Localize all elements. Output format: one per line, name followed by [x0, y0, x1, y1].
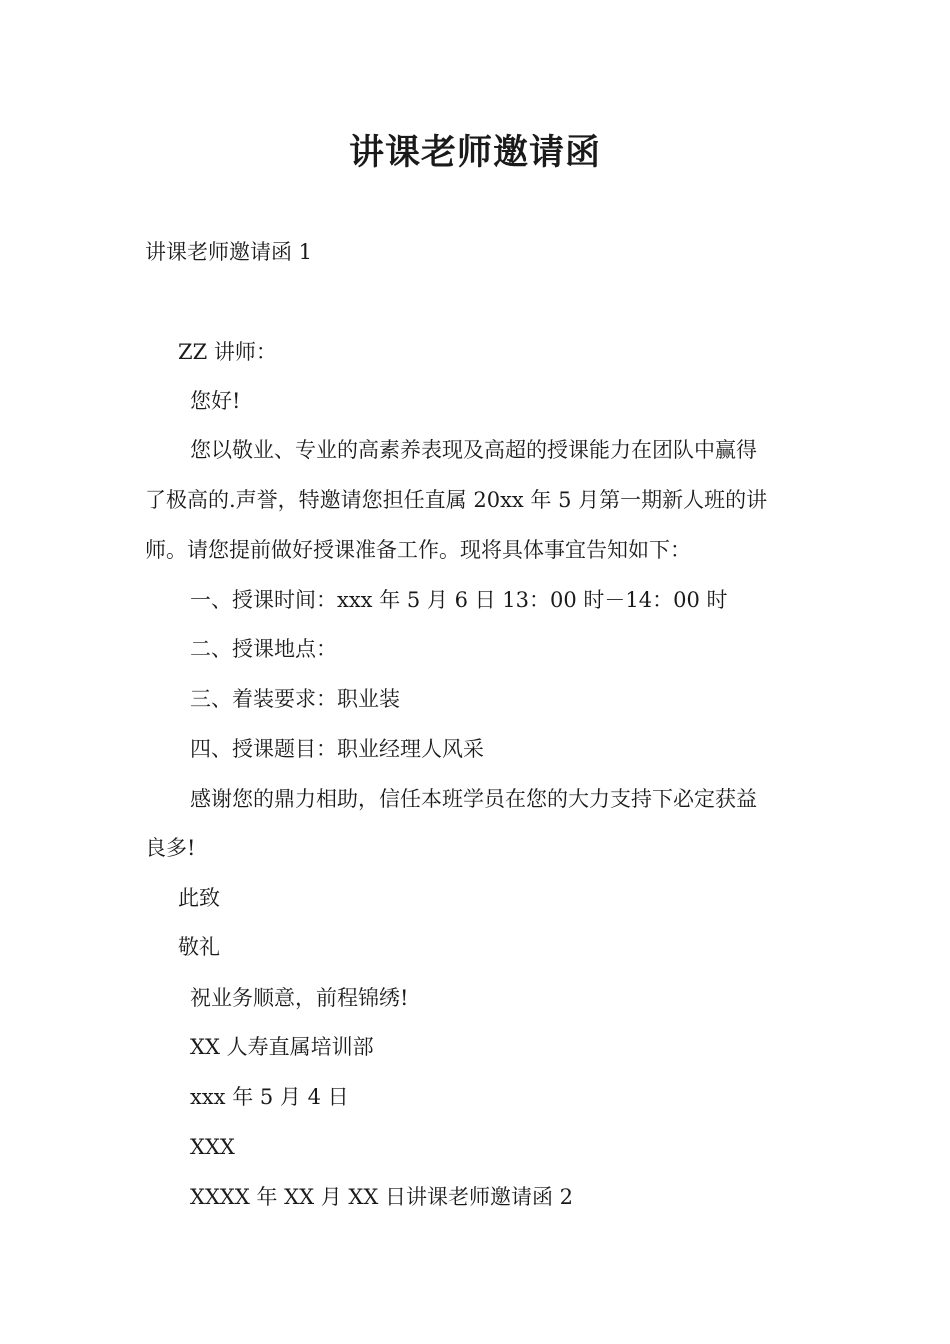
list-item-topic: 四、授课题目：职业经理人风采 — [190, 737, 484, 761]
salutation: ZZ 讲师： — [178, 340, 277, 364]
list-item-time: 一、授课时间：xxx 年 5 月 6 日 13：00 时－14：00 时 — [190, 588, 728, 612]
paragraph-2-line-1: 感谢您的鼎力相助，信任本班学员在您的大力支持下必定获益 — [190, 787, 757, 811]
document-title: 讲课老师邀请函 — [348, 133, 601, 173]
list-item-dress-code: 三、着装要求：职业装 — [190, 687, 400, 711]
list-item-location: 二、授课地点： — [190, 637, 337, 661]
signature-organization: XX 人寿直属培训部 — [190, 1035, 374, 1059]
paragraph-2-line-2: 良多! — [145, 836, 196, 860]
greeting: 您好! — [190, 389, 241, 413]
closing-jing-li: 敬礼 — [178, 935, 220, 959]
signature-placeholder: XXX — [190, 1135, 235, 1159]
closing-wish: 祝业务顺意，前程锦绣! — [190, 986, 409, 1010]
closing-last-line: XXXX 年 XX 月 XX 日讲课老师邀请函 2 — [190, 1185, 574, 1209]
closing-ci-zhi: 此致 — [178, 886, 220, 910]
signature-date: xxx 年 5 月 4 日 — [190, 1085, 349, 1109]
paragraph-1-line-3: 师。请您提前做好授课准备工作。现将具体事宜告知如下： — [145, 538, 691, 562]
paragraph-1-line-2: 了极高的.声誉，特邀请您担任直属 20xx 年 5 月第一期新人班的讲 — [145, 488, 768, 512]
section-subheading: 讲课老师邀请函 1 — [145, 240, 313, 264]
paragraph-1-line-1: 您以敬业、专业的高素养表现及高超的授课能力在团队中赢得 — [190, 438, 757, 462]
